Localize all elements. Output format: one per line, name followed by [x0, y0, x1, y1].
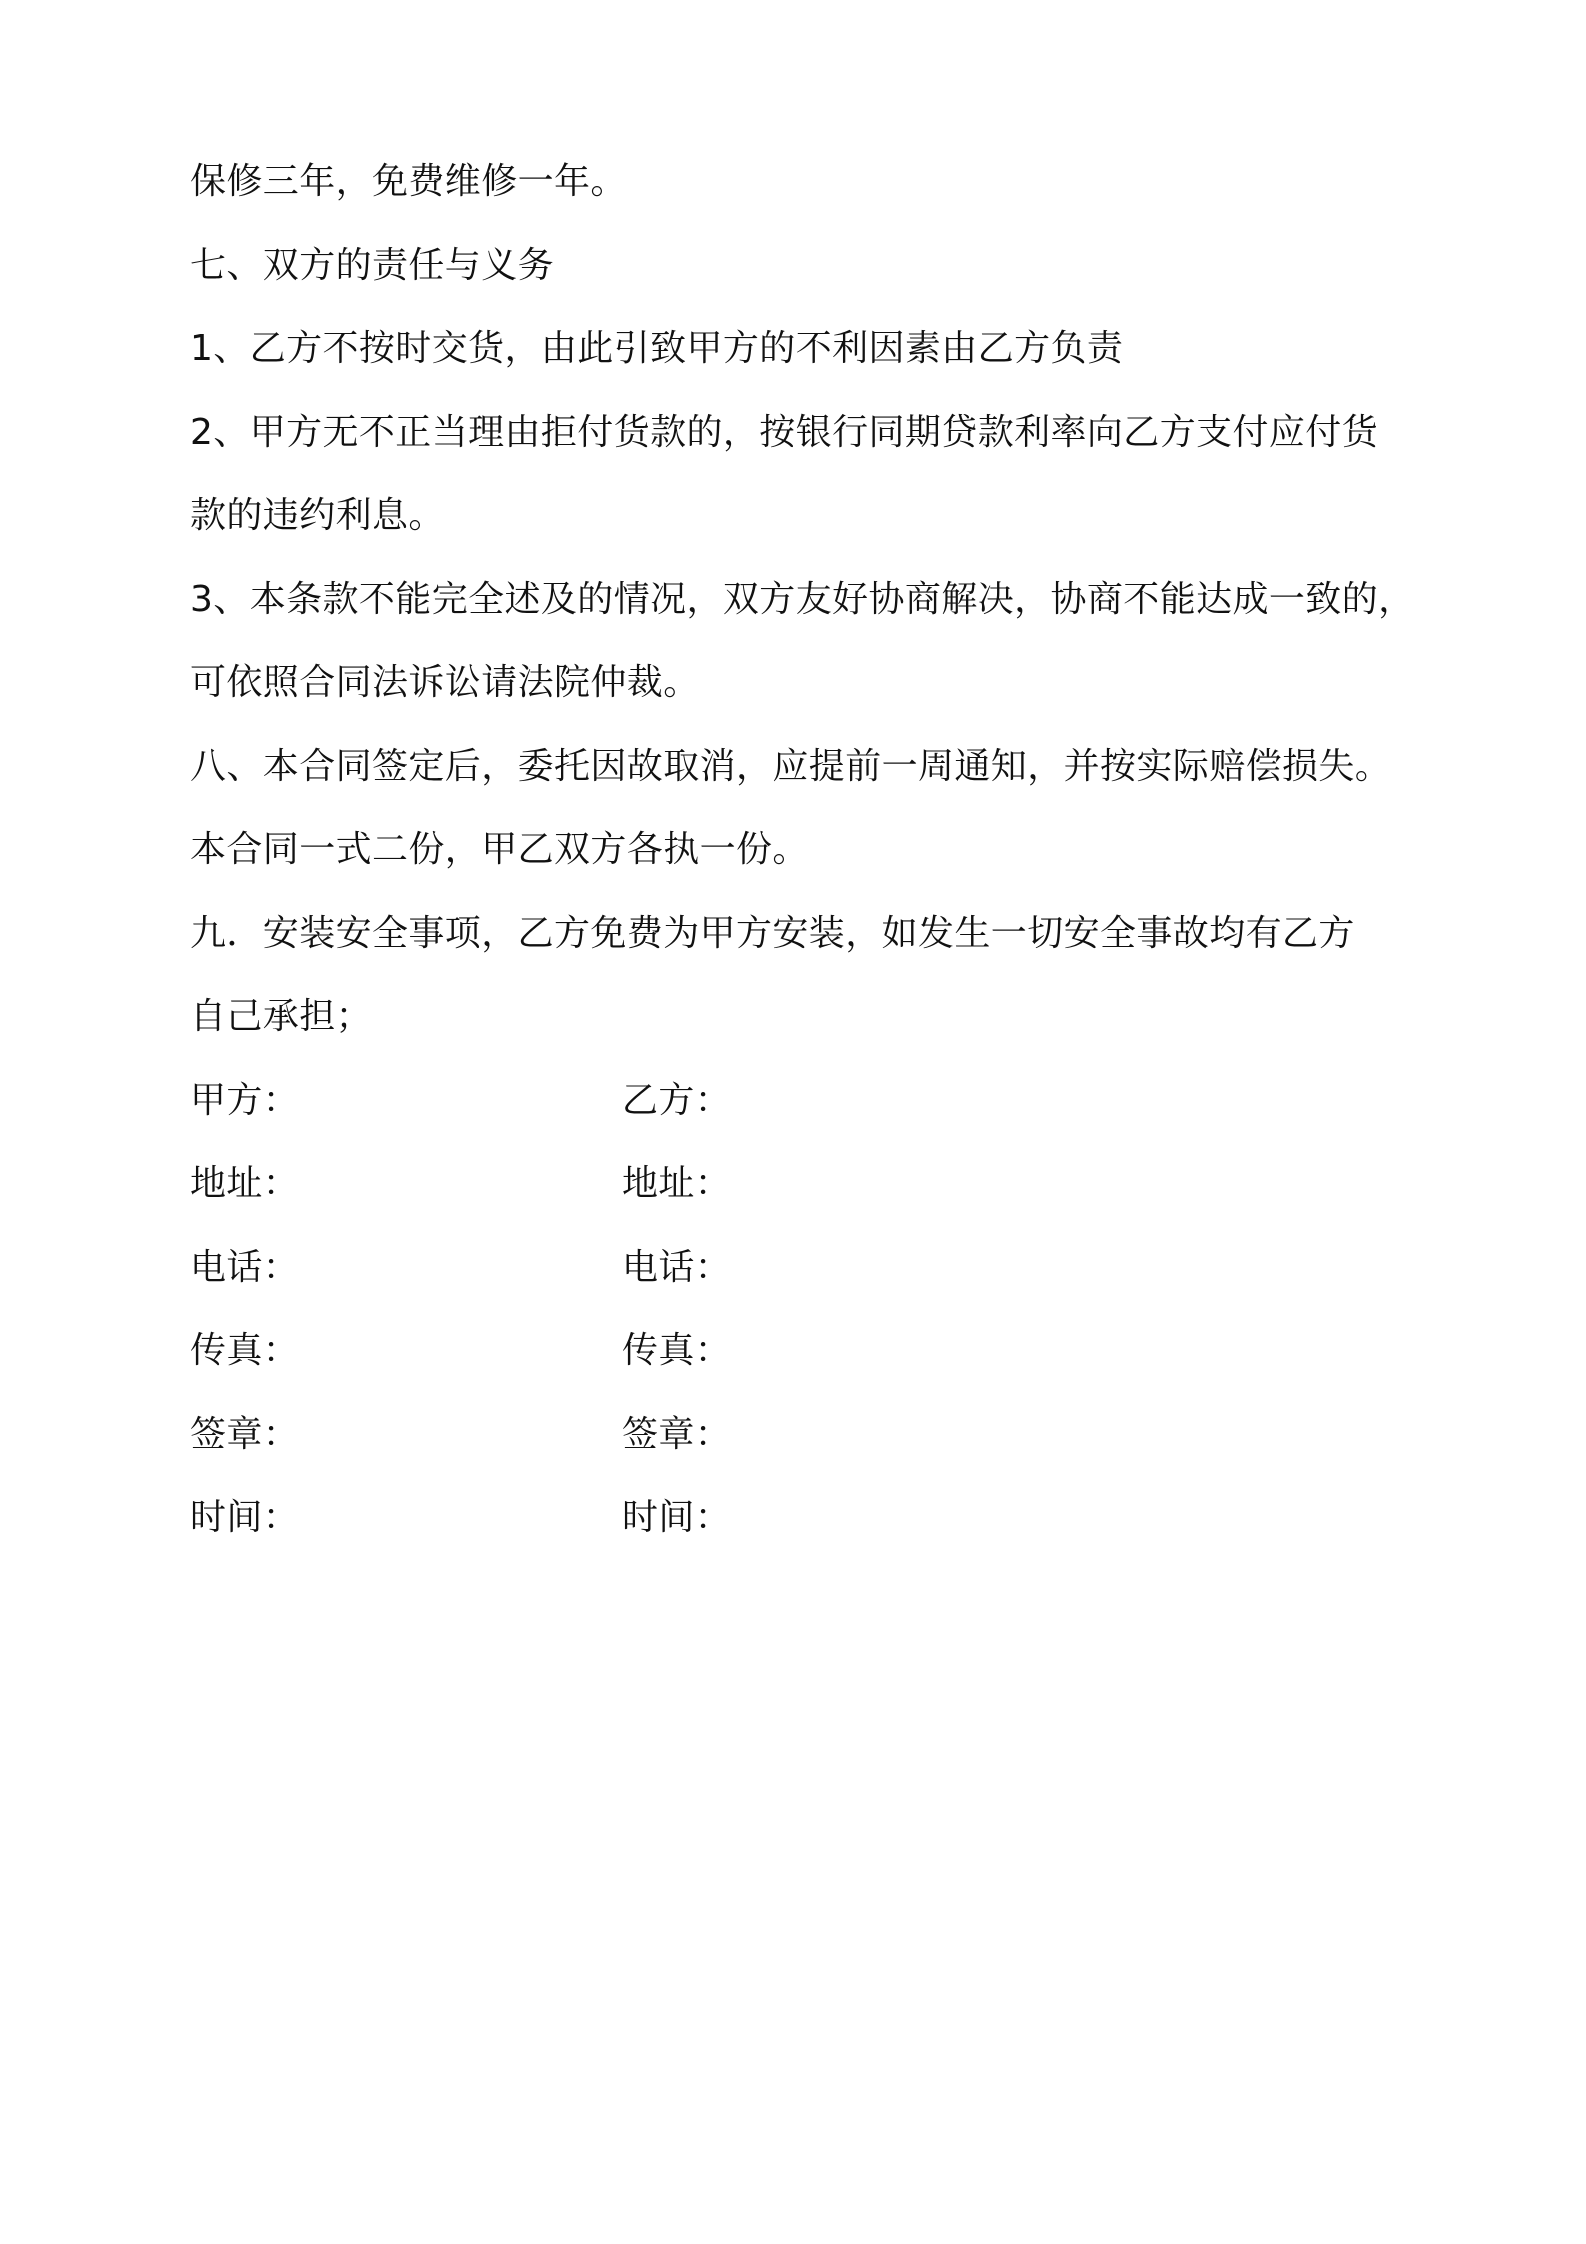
clause-7-3-line-2: 可依照合同法诉讼请法院仲裁。 [190, 662, 700, 703]
party-b-seal-label: 签章： [622, 1413, 732, 1455]
clause-7-3-line-1: 3、本条款不能完全述及的情况，双方友好协商解决，协商不能达成一致的， [190, 578, 1415, 620]
section-9-line-1: 九．安装安全事项，乙方免费为甲方安装，如发生一切安全事故均有乙方 [190, 912, 1355, 954]
party-a-date-label: 时间： [190, 1497, 300, 1538]
party-b-address-label: 地址： [622, 1163, 732, 1204]
party-b-phone-label: 电话： [622, 1246, 732, 1288]
section-8-line-1: 八、本合同签定后，委托因故取消，应提前一周通知，并按实际赔偿损失。 [190, 745, 1392, 787]
section-9-line-2: 自己承担； [190, 996, 373, 1037]
clause-7-1: 1、乙方不按时交货，由此引致甲方的不利因素由乙方负责 [190, 328, 1124, 369]
party-b-label: 乙方： [622, 1079, 732, 1121]
signature-block [190, 1059, 1420, 1560]
party-a-address-label: 地址： [190, 1163, 300, 1204]
party-a-phone-label: 电话： [190, 1246, 300, 1288]
party-b-date-label: 时间： [622, 1497, 732, 1538]
clause-7-2-line-1: 2、甲方无不正当理由拒付货款的，按银行同期贷款利率向乙方支付应付货 [190, 411, 1379, 453]
document-body [190, 140, 1420, 1560]
clause-7-2-line-2: 款的违约利息。 [190, 495, 445, 536]
party-b-fax-label: 传真： [622, 1330, 732, 1371]
party-a-label: 甲方： [190, 1079, 300, 1121]
section-heading-7: 七、双方的责任与义务 [190, 244, 555, 286]
paragraph-warranty: 保修三年，免费维修一年。 [190, 161, 627, 202]
section-8-line-2: 本合同一式二份，甲乙双方各执一份。 [190, 829, 809, 870]
party-a-seal-label: 签章： [190, 1413, 300, 1455]
party-a-fax-label: 传真： [190, 1330, 300, 1371]
